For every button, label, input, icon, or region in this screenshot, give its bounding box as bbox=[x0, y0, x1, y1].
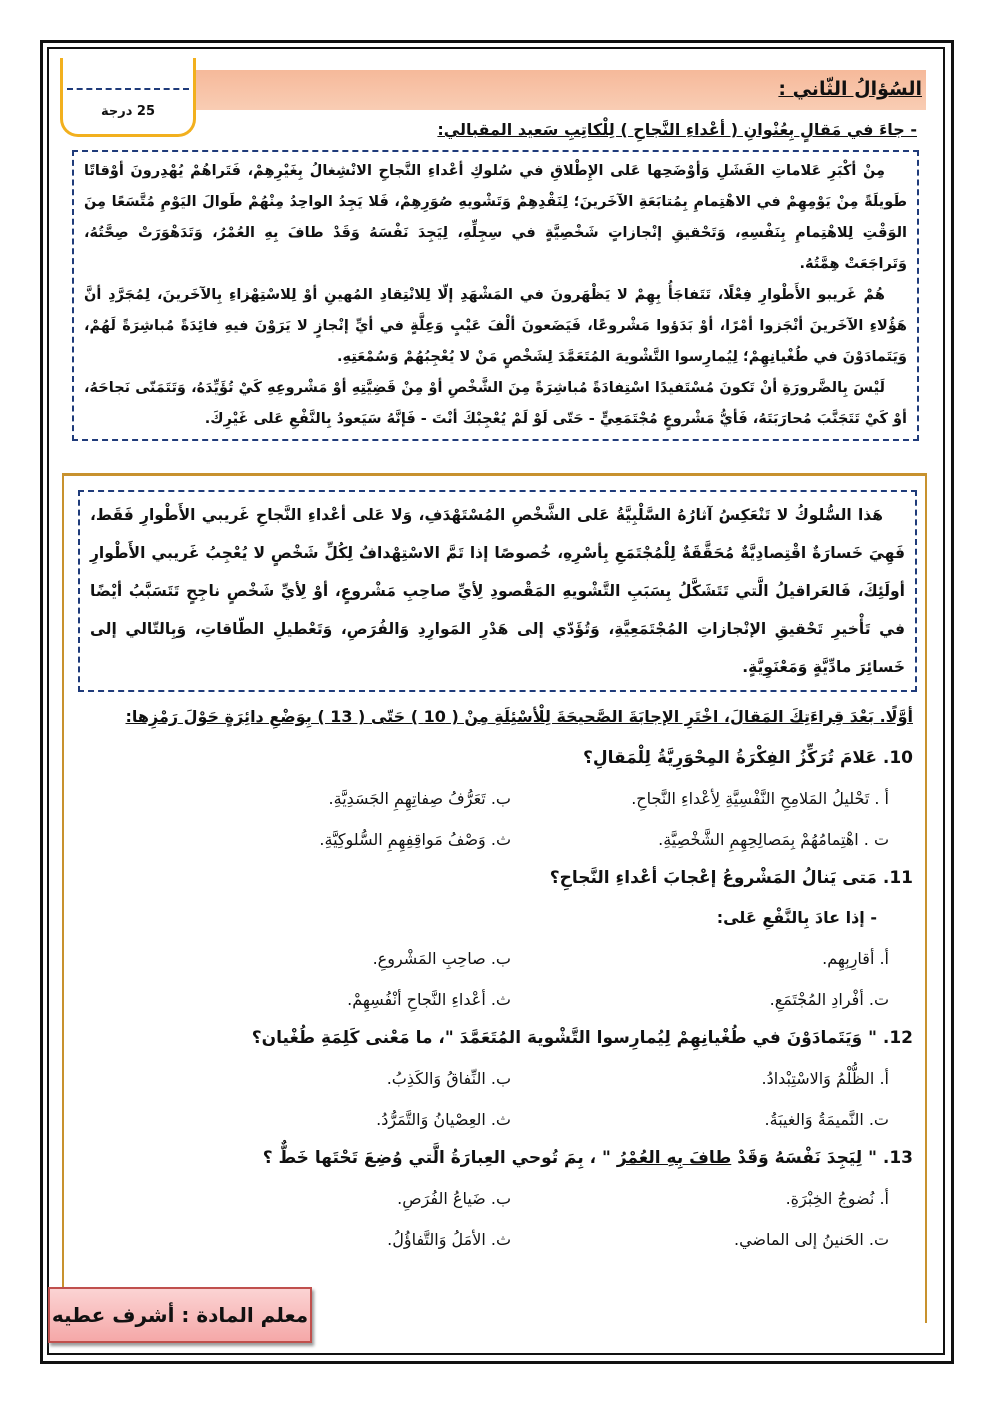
score-label: 25 درجة bbox=[100, 104, 156, 119]
question-title: السُؤالُ الثّاني : bbox=[778, 78, 922, 100]
option-b[interactable]: ب. تَعَرُّفُ صِفاتِهِمِ الجَسَدِيَّةِ. bbox=[328, 789, 511, 808]
question-11: 11. مَتى يَنالُ المَشْروعُ إعْجابَ أعْداءِ النَّجاحِ؟ bbox=[549, 868, 913, 888]
option-b[interactable]: ب. ضَياعُ الفُرَصِ. bbox=[397, 1189, 511, 1208]
option-b[interactable]: ب. صاحِبِ المَشْروعِ. bbox=[372, 949, 511, 968]
question-13 bbox=[64, 1146, 925, 1170]
option-d[interactable]: ث. أعْداءِ النَّجاحِ أنْفُسِهِمْ. bbox=[347, 990, 511, 1009]
underlined-phrase: طافَ بِهِ العُمْرُ bbox=[616, 1148, 732, 1168]
article-intro: - جاءَ في مَقالٍ بِعُنْوانِ ( أعْداءِ النَّجاحِ ) لِلْكاتِبِ سَعيد المقبالي: bbox=[437, 120, 917, 139]
option-a[interactable]: أ. الظُّلْمُ وَالاسْتِبْدادُ. bbox=[761, 1069, 889, 1088]
score-box bbox=[60, 58, 196, 137]
passage-paragraph: هَذا السُّلوكُ لا تَنْعَكِسُ آثارُهُ السَّلْبِيَّةُ عَلى الشَّخْصِ المُسْتَهْدَفِ، وَلا عَلى أعْداءِ النَّجاحِ غَريبي الأَطْوارِ فَقَط، فَهِيَ خَسارَةٌ اقْتِصادِيَّةٌ مُحَقَّقَةٌ لِلْمُجْتَمَعِ بِأسْرِهِ، خُصوصًا إذا تَمَّ الاسْتِهْدافُ لِكُلِّ شَخْصٍ لا يُعْجِبُ غَريبي الأَطْوارِ أولَئِكَ، فَالعَراقيلُ الَّتي تَتَشَكَّلُ بِسَبَبِ التَّشْويهِ المَقْصودِ لِأيِّ صاحِبِ مَشْروعٍ، أوْ لِأيِّ شَخْصٍ ناجِحٍ تَتَسَبَّبُ أيْضًا في تَأْخيرِ تَحْقيقِ الإنْجازاتِ المُجْتَمَعِيَّةِ، وَتُؤَدّي إلى هَدْرِ المَوارِدِ وَالفُرَصِ، وَتَعْطيلِ الطّاقاتِ، وَبِالتّالي إلى خَسائِرَ مادِّيَّةٍ وَمَعْنَوِيَّةٍ. bbox=[90, 506, 905, 676]
option-b[interactable]: ب. النِّفاقُ وَالكَذِبُ. bbox=[386, 1069, 511, 1088]
question-13-text: 13. " لِيَجِدَ نَفْسَهُ وَقَدْ bbox=[731, 1148, 913, 1168]
question-10: 10. عَلامَ تُرَكِّزُ الفِكْرَةُ المِحْوَرِيَّةُ لِلْمَقالِ؟ bbox=[582, 748, 913, 768]
options-row bbox=[64, 1228, 925, 1252]
questions-section bbox=[62, 473, 927, 1323]
option-c[interactable]: ت. أفْرادِ المُجْتَمَعِ. bbox=[769, 990, 889, 1009]
option-a[interactable]: أ. أقارِبِهِم. bbox=[822, 949, 889, 968]
score-divider bbox=[67, 88, 189, 90]
options-row bbox=[64, 828, 925, 852]
passage-paragraph: مِنْ أكْبَرِ عَلاماتِ الفَشَلِ وَأوْضَحِها عَلى الإِطْلاقِ في سُلوكِ أعْداءِ النَّجاحِ الانْشِغالُ بِغَيْرِهِمْ، فَتَراهُمْ يُهْدِرونَ أوْقاتًا طَويلَةً مِنْ يَوْمِهِمْ في الاهْتِمامِ بِمُتابَعَةِ الآخَرينَ؛ لِنَقْدِهِمْ وَتَشْويهِ صُوَرِهِمْ، فَلا يَجِدُ الواحِدُ مِنْهُمْ طَوالَ اليَوْمِ مُتَّسَعًا مِنَ الوَقْتِ لِلاهْتِمامِ بِنَفْسِهِ، وَتَحْقيقِ إنْجازاتٍ شَخْصِيَّةٍ في سِجِلِّهِ، لِيَجِدَ نَفْسَهُ وَقَدْ طافَ بِهِ العُمْرُ، وَتَدَهْوَرَتْ صِحَّتُهُ، وَتَراجَعَتْ هِمَّتُهُ. bbox=[84, 163, 907, 272]
instructions: أوَّلًا. بَعْدَ قِراءَتِكَ المَقالَ، اخْتَرِ الإجابَةَ الصَّحيحَةَ لِلْأسْئِلَةِ مِنْ ( 10 ) حَتّى ( 13 ) بِوَضْعِ دائِرَةٍ حَوْلَ رَمْزِها: bbox=[125, 707, 913, 726]
options-row bbox=[64, 1187, 925, 1211]
options-row bbox=[64, 988, 925, 1012]
option-d[interactable]: ث. الأمَلُ وَالتَّفاؤُلُ. bbox=[387, 1230, 511, 1249]
content bbox=[62, 150, 927, 1323]
option-a[interactable]: أ. نُضوجُ الخِبْرَةِ. bbox=[785, 1189, 889, 1208]
option-a[interactable]: أ . تَحْليلُ المَلامِحِ النَّفْسِيَّةِ لِأعْداءِ النَّجاحِ. bbox=[631, 789, 889, 808]
passage-box-1 bbox=[72, 150, 919, 441]
passage-paragraph: هُمْ غَريبو الأَطْوارِ فِعْلًا، تَتَفاجَأُ بِهِمْ لا يَظْهَرونَ في المَشْهَدِ إلّا لِلانْتِقادِ المُهينِ أوْ لِلاسْتِهْزاءِ بِالآخَرينَ، لِمُجَرَّدِ أنَّ هَؤُلاءِ الآخَرينَ أنْجَزوا أمْرًا، أوْ بَدَؤوا مَشْروعًا، فَيَضَعونَ ألْفَ عَيْبٍ وَعِلَّةٍ في أيِّ إنْجازٍ لا يَرَوْنَ فيهِ فائِدَةً مُباشِرَةً لَهُمْ، وَيَتَمادَوْنَ في طُغْيانِهِمْ؛ لِيُمارِسوا التَّشْويهَ المُتَعَمَّدَ لِشَخْصٍ مَنْ لا يُعْجِبُهُمْ وَسُمْعَتِهِ. bbox=[84, 287, 907, 365]
options-row bbox=[64, 787, 925, 811]
passage-box-2 bbox=[78, 490, 917, 692]
question-12: 12. " وَيَتَمادَوْنَ في طُغْيانِهِمْ لِيُمارِسوا التَّشْويهَ المُتَعَمَّدَ "، ما مَعْنى كَلِمَةِ طُغْيان؟ bbox=[251, 1028, 913, 1048]
option-c[interactable]: ت. النَّميمَةُ وَالغيبَةُ. bbox=[764, 1110, 889, 1129]
option-d[interactable]: ث. العِصْيانُ وَالتَّمَرُّدُ. bbox=[376, 1110, 511, 1129]
option-d[interactable]: ث. وَصْفُ مَواقِفِهِمِ السُّلوكِيَّةِ. bbox=[319, 830, 511, 849]
options-row bbox=[64, 1108, 925, 1132]
question-11-stem: - إذا عادَ بِالنَّفْعِ عَلى: bbox=[716, 908, 877, 927]
question-13-text-end: " ، بِمَ تُوحي العِبارَةُ الَّتي وُضِعَ تَحْتَها خَطٌّ ؟ bbox=[262, 1148, 617, 1168]
teacher-name-badge: معلم المادة : أشرف عطيه bbox=[48, 1287, 312, 1343]
passage-paragraph: لَيْسَ بِالضَّرورَةِ أنْ تَكونَ مُسْتَفيدًا اسْتِفادَةً مُباشِرَةً مِنَ الشَّخْصِ أوْ مِنْ قَضِيَّتِهِ أوْ مَشْروعِهِ كَيْ تُؤَيِّدَهُ، وَتَتَمَنّى نَجاحَهُ، أوْ كَيْ تَتَجَنَّبَ مُحارَبَتَهُ، فَأيُّ مَشْروعٍ مُجْتَمَعِيٍّ - حَتّى لَوْ لَمْ يُعْجِبْكَ أنْتَ - فَإنَّهُ سَيَعودُ بِالنَّفْعِ عَلى غَيْرِكَ. bbox=[84, 380, 907, 427]
options-row bbox=[64, 947, 925, 971]
option-c[interactable]: ت. الحَنينُ إلى الماضي. bbox=[734, 1230, 889, 1249]
option-c[interactable]: ت . اهْتِمامُهُمْ بِمَصالِحِهِمِ الشَّخْصِيَّةِ. bbox=[658, 830, 889, 849]
options-row bbox=[64, 1067, 925, 1091]
